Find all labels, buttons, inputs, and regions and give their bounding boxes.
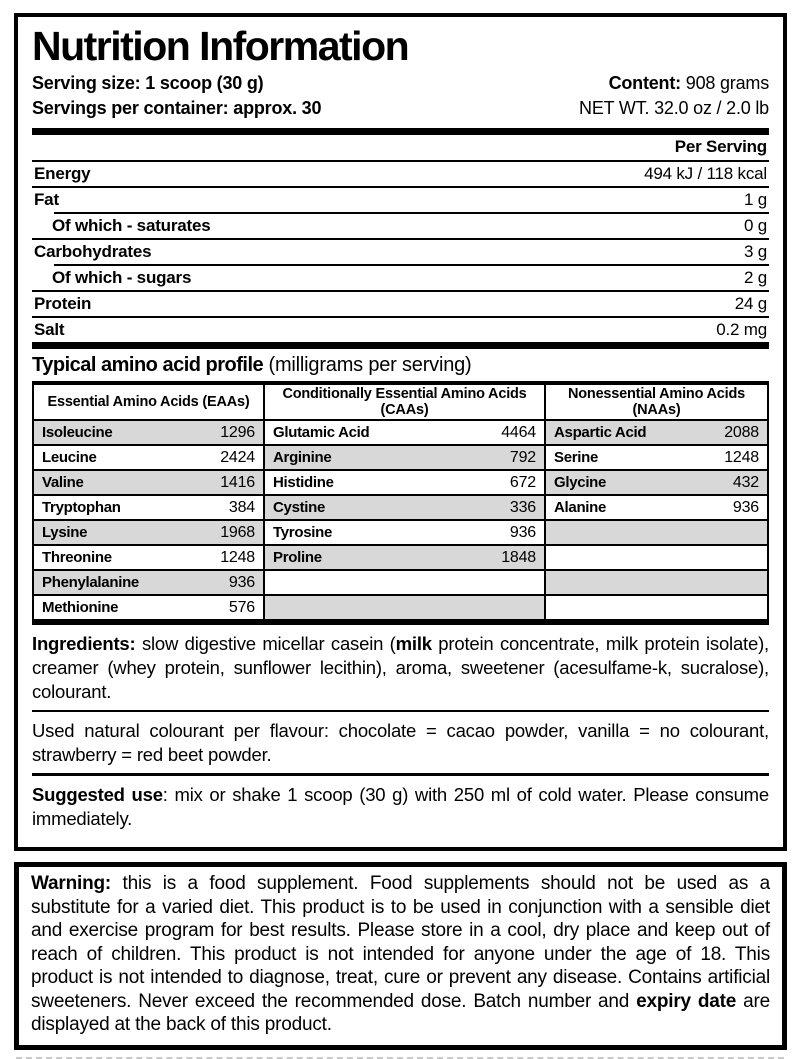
amino-cell <box>34 469 263 494</box>
amino-profile-heading <box>32 354 769 377</box>
amino-value: 936 <box>228 573 255 591</box>
amino-cell <box>34 544 263 569</box>
amino-heading-unit: (milligrams per serving) <box>263 354 472 377</box>
ingredients-text-2: protein concentrate, milk protein isolate), creamer (whey protein, sunflower lecithin), aroma, sweetener (acesulfame-k, sucralose), colourant. <box>32 633 769 703</box>
suggested-use-paragraph <box>32 783 769 831</box>
amino-cell <box>265 544 544 569</box>
amino-cell <box>265 469 544 494</box>
amino-cell-empty <box>546 519 767 544</box>
amino-name: Proline <box>273 549 322 567</box>
amino-heading-bold: Typical amino acid profile <box>32 354 264 377</box>
amino-value: 336 <box>509 498 536 516</box>
amino-cell <box>546 444 767 469</box>
amino-name: Phenylalanine <box>42 574 139 592</box>
amino-name: Lysine <box>42 524 88 542</box>
amino-column-eaa <box>34 385 263 619</box>
amino-cell <box>34 444 263 469</box>
serving-info <box>32 71 321 121</box>
divider-thick <box>32 342 769 349</box>
row-value: 24 g <box>734 294 767 314</box>
row-label: Of which - sugars <box>52 268 192 288</box>
amino-cell <box>265 419 544 444</box>
row-value: 3 g <box>743 242 767 262</box>
amino-cell-empty <box>546 569 767 594</box>
per-serving-column-header: Per Serving <box>32 135 769 162</box>
suggested-use-label: Suggested use <box>32 784 163 806</box>
row-value: 2 g <box>743 268 767 288</box>
warning-text-2: are displayed at the back of this product. <box>31 990 770 1036</box>
warning-box <box>14 862 787 1050</box>
content-info <box>579 71 769 121</box>
warning-expiry-date-emphasis: expiry date <box>636 990 737 1012</box>
content-value: 908 grams <box>680 73 769 94</box>
amino-value: 2424 <box>220 448 255 466</box>
amino-value: 936 <box>732 498 759 516</box>
content-label: Content: <box>608 73 681 94</box>
amino-cell-empty <box>265 594 544 619</box>
page-title: Nutrition Information <box>32 23 409 69</box>
amino-cell <box>34 494 263 519</box>
nutrition-row-protein <box>32 292 769 316</box>
section-divider <box>32 710 769 712</box>
divider-thick <box>32 128 769 135</box>
row-label: Salt <box>34 320 65 340</box>
amino-name: Alanine <box>554 499 607 517</box>
amino-column-header: Nonessential Amino Acids (NAAs) <box>567 386 746 419</box>
ingredients-allergen-milk: milk <box>395 633 432 655</box>
amino-cell <box>265 494 544 519</box>
amino-value: 432 <box>732 473 759 491</box>
amino-column-naa <box>544 385 767 619</box>
amino-name: Tryptophan <box>42 499 121 517</box>
serving-header <box>32 71 769 121</box>
amino-cell <box>265 444 544 469</box>
amino-name: Glycine <box>554 474 607 492</box>
amino-value: 1248 <box>724 448 759 466</box>
net-weight-line: NET WT. 32.0 oz / 2.0 lb <box>579 98 769 119</box>
amino-name: Serine <box>554 449 599 467</box>
amino-value: 936 <box>509 523 536 541</box>
amino-cell <box>546 469 767 494</box>
nutrition-row-salt <box>32 318 769 342</box>
suggested-use-text: : mix or shake 1 scoop (30 g) with 250 ml of cold water. Please consume immediately. <box>32 784 769 830</box>
amino-name: Methionine <box>42 599 119 617</box>
amino-cell <box>34 519 263 544</box>
amino-name: Threonine <box>42 549 112 567</box>
amino-value: 1848 <box>501 548 536 566</box>
amino-value: 1416 <box>220 473 255 491</box>
amino-column-caa <box>263 385 544 619</box>
amino-name: Cystine <box>273 499 326 517</box>
amino-cell-empty <box>546 594 767 619</box>
amino-name: Glutamic Acid <box>273 424 370 442</box>
amino-name: Valine <box>42 474 84 492</box>
nutrition-row-carbohydrates <box>32 240 769 264</box>
colourant-note-paragraph: Used natural colourant per flavour: chocolate = cacao powder, vanilla = no colourant, strawberry = red beet powder. <box>32 720 769 766</box>
amino-value: 672 <box>509 473 536 491</box>
row-label: Energy <box>34 164 91 184</box>
amino-cell <box>34 594 263 619</box>
row-value: 0.2 mg <box>716 320 767 340</box>
row-label: Fat <box>34 190 59 210</box>
amino-column-header: Conditionally Essential Amino Acids (CAAs) <box>282 386 527 419</box>
amino-name: Tyrosine <box>273 524 333 542</box>
amino-cell <box>265 519 544 544</box>
ingredients-label: Ingredients: <box>32 633 136 655</box>
amino-name: Arginine <box>273 449 332 467</box>
row-label: Carbohydrates <box>34 242 152 262</box>
amino-value: 1296 <box>220 423 255 441</box>
nutrition-row-fat <box>32 188 769 212</box>
amino-cell-empty <box>265 569 544 594</box>
row-value: 494 kJ / 118 kcal <box>644 164 767 184</box>
amino-value: 4464 <box>501 423 536 441</box>
section-divider <box>32 773 769 776</box>
content-line <box>579 71 769 96</box>
amino-value: 1248 <box>220 548 255 566</box>
warning-label: Warning: <box>31 873 112 895</box>
amino-value: 384 <box>228 498 255 516</box>
amino-cell <box>34 569 263 594</box>
nutrition-row-energy <box>32 162 769 186</box>
amino-cell <box>546 419 767 444</box>
ingredients-text-1: slow digestive micellar casein ( <box>135 633 396 655</box>
amino-acid-table <box>32 381 769 625</box>
amino-name: Histidine <box>273 474 334 492</box>
amino-name: Isoleucine <box>42 424 113 442</box>
amino-name: Leucine <box>42 449 97 467</box>
row-value: 0 g <box>743 216 767 236</box>
amino-value: 576 <box>228 598 255 616</box>
amino-name: Aspartic Acid <box>554 424 647 442</box>
serving-size-line: Serving size: 1 scoop (30 g) <box>32 73 264 94</box>
row-label: Of which - saturates <box>52 216 211 236</box>
amino-value: 792 <box>509 448 536 466</box>
amino-cell-empty <box>546 544 767 569</box>
nutrition-row-sugars <box>32 266 769 290</box>
row-label: Protein <box>34 294 92 314</box>
nutrition-row-saturates <box>32 214 769 238</box>
warning-text-1: this is a food supplement. Food supplements should not be used as a substitute for a varied diet. This product is to be used in conjunction with a sensible diet and exercise program for best results. Please store in a cool, dry place and keep out of reach of children. This product is not intended for anyone under the age of 18. This product is not intended to diagnose, treat, cure or prevent any disease. Contains artificial sweeteners. Never exceed the recommended dose. Batch number and <box>31 873 770 1012</box>
ingredients-paragraph <box>32 632 769 704</box>
amino-column-header: Essential Amino Acids (EAAs) <box>47 394 250 411</box>
amino-cell <box>546 494 767 519</box>
amino-cell <box>34 419 263 444</box>
nutrition-label-panel <box>14 13 787 851</box>
nutrition-facts-table <box>32 135 769 342</box>
row-value: 1 g <box>743 190 767 210</box>
amino-value: 2088 <box>724 423 759 441</box>
amino-value: 1968 <box>220 523 255 541</box>
servings-per-container-line: Servings per container: approx. 30 <box>32 98 322 119</box>
cut-mark-line <box>16 1057 784 1059</box>
